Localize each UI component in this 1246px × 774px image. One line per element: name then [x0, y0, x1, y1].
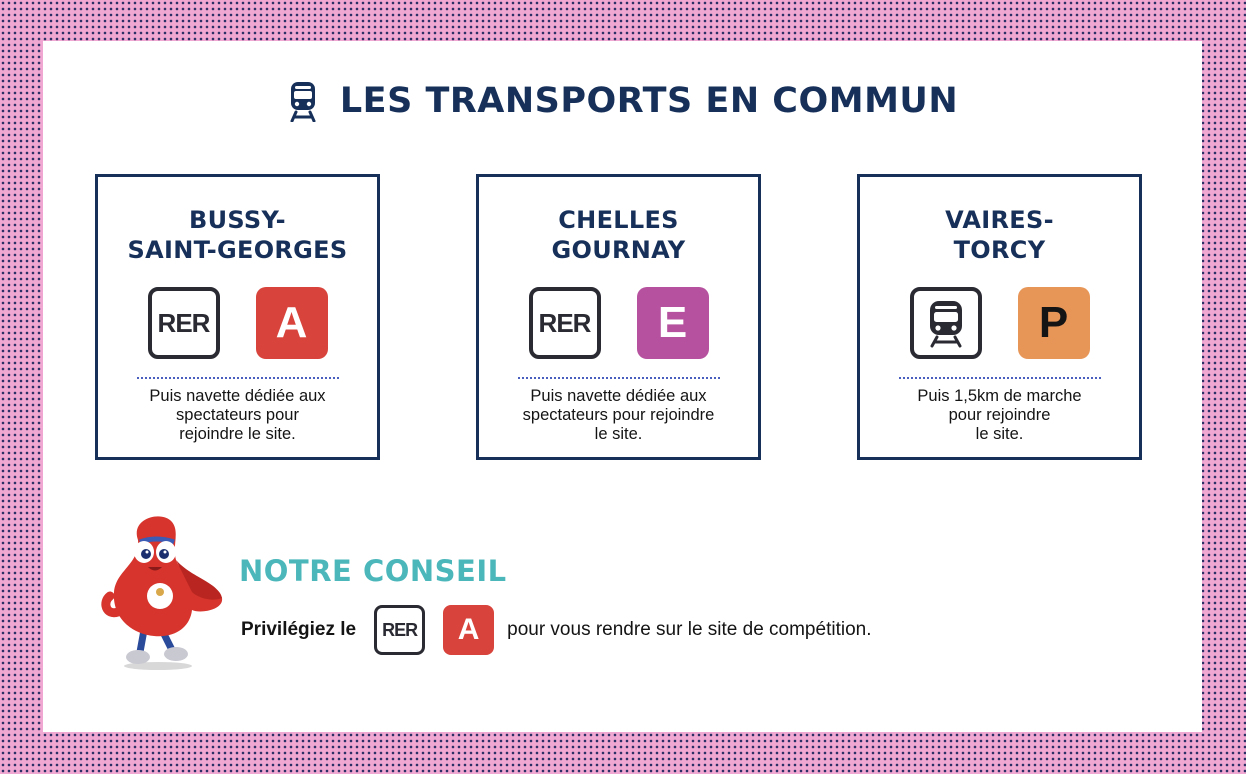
station-name: BUSSY- SAINT-GEORGES [127, 206, 348, 264]
line-badges [860, 287, 1139, 359]
station-card-bussy [95, 174, 380, 460]
line-e-badge: E [637, 287, 709, 359]
mascot-illustration [100, 512, 230, 672]
advice-title: NOTRE CONSEIL [239, 554, 507, 588]
line-badges [98, 287, 377, 359]
train-badge [910, 287, 982, 359]
station-directions: Puis navette dédiée aux spectateurs pour rejoindre le site. [522, 387, 715, 443]
page-title: LES TRANSPORTS EN COMMUN [339, 81, 959, 121]
line-a-badge: A [256, 287, 328, 359]
line-p-badge: P [1018, 287, 1090, 359]
advice-rest: pour vous rendre sur le site de compétition. [507, 619, 872, 640]
line-badges [479, 287, 758, 359]
station-card-chelles [476, 174, 761, 460]
train-icon [924, 298, 968, 348]
dotted-divider [518, 377, 720, 379]
station-card-vaires [857, 174, 1142, 460]
advice-lead: Privilégiez le [241, 619, 357, 640]
rer-badge: RER [529, 287, 601, 359]
dotted-divider [137, 377, 339, 379]
rer-badge: RER [374, 605, 425, 655]
train-icon [288, 80, 318, 122]
station-directions: Puis navette dédiée aux spectateurs pour rejoindre le site. [149, 387, 326, 443]
dotted-divider [899, 377, 1101, 379]
station-name: VAIRES- TORCY [945, 206, 1054, 264]
page-header [0, 76, 1246, 126]
advice-text [241, 605, 871, 655]
line-a-badge: A [443, 605, 494, 655]
rer-badge: RER [148, 287, 220, 359]
station-name: CHELLES GOURNAY [551, 206, 686, 264]
station-directions: Puis 1,5km de marche pour rejoindre le site. [917, 387, 1082, 443]
